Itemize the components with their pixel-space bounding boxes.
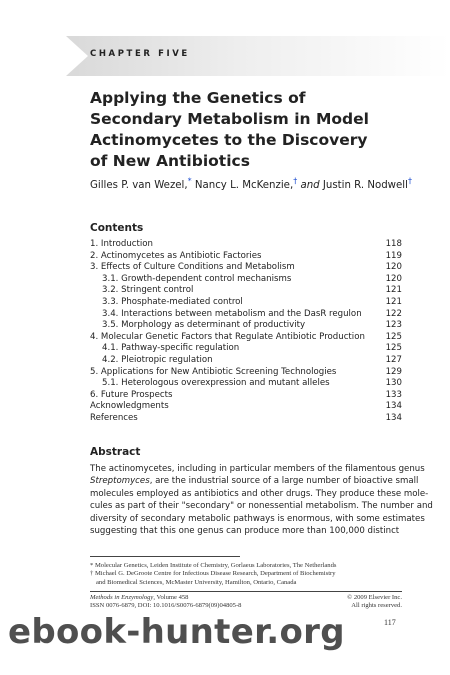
toc-entry-page: 133 [385,389,402,400]
toc-entry-page: 127 [385,354,402,365]
toc-entry-title: 3.5. Morphology as determinant of productivity [102,320,306,331]
toc-subentry[interactable] [90,274,402,286]
toc-subentry[interactable] [90,343,402,355]
publication-info [90,594,402,611]
author-conjunction: and [300,180,320,191]
affiliation-mark[interactable]: † [293,176,298,186]
genus-name: Streptomyces [90,476,150,487]
toc-entry-page: 119 [385,250,402,261]
toc-entry[interactable] [90,367,402,379]
footnote-divider [90,556,240,557]
abstract-line: molecules employed as antibiotics and other drugs. They produce these mole- [90,488,429,499]
abstract-text [90,463,433,537]
abstract-line: suggesting that this one genus can produce more than 100,000 distinct [90,526,400,537]
copyright-notice: © 2009 Elsevier Inc. [347,594,402,601]
footnotes [90,562,402,587]
footnote-affiliation: † Michael G. DeGroote Centre for Infectious Disease Research, Department of Biochemistry [90,570,336,578]
toc-entry-title: 2. Actinomycetes as Antibiotic Factories [90,250,262,261]
author-list [90,176,420,191]
title-line: Applying the Genetics of [90,89,306,107]
abstract-line [90,475,419,487]
toc-subentry[interactable] [90,309,402,321]
toc-entry-title: 3.4. Interactions between metabolism and the DasR regulon [102,308,362,319]
publication-row [90,594,402,602]
toc-entry-page: 120 [385,273,402,284]
chapter-banner-notch [66,36,88,76]
toc-entry[interactable] [90,390,402,402]
toc-entry-page: 120 [385,262,402,273]
toc-entry[interactable] [90,262,402,274]
title-line: Secondary Metabolism in Model [90,110,369,128]
toc-entry-page: 125 [385,331,402,342]
toc-entry-page: 121 [385,285,402,296]
toc-entry-title: 5. Applications for New Antibiotic Screening Technologies [90,366,337,377]
abstract-line: The actinomycetes, including in particular members of the filamentous genus [90,464,425,474]
toc-entry-page: 118 [385,239,402,249]
table-of-contents [90,239,402,425]
toc-entry-page: 129 [385,366,402,377]
journal-volume [90,594,188,602]
toc-subentry[interactable] [90,355,402,367]
toc-subentry[interactable] [90,285,402,297]
page-number: 117 [384,618,396,627]
title-line: Actinomycetes to the Discovery [90,131,368,149]
toc-entry[interactable] [90,401,402,413]
toc-entry[interactable] [90,251,402,263]
toc-entry-title: 3. Effects of Culture Conditions and Metabolism [90,262,295,273]
watermark: ebook-hunter.org [8,612,345,652]
toc-entry-title: 5.1. Heterologous overexpression and mutant alleles [102,378,330,389]
toc-entry-title: 4. Molecular Genetic Factors that Regulate Antibiotic Production [90,331,365,342]
publication-divider [90,591,402,592]
toc-entry-page: 130 [385,378,402,389]
title-line: of New Antibiotics [90,152,250,170]
toc-entry-title: Acknowledgments [90,401,169,412]
rights-notice: All rights reserved. [351,602,402,610]
chapter-title [90,88,420,172]
affiliation-mark[interactable]: † [407,176,412,186]
toc-entry-title: 4.2. Pleiotropic regulation [102,354,213,365]
volume-label: , Volume 458 [153,594,189,601]
chapter-label: CHAPTER FIVE [90,49,190,59]
toc-entry[interactable] [90,239,402,251]
toc-subentry[interactable] [90,320,402,332]
author-name: Nancy L. McKenzie, [194,180,294,191]
toc-entry-page: 122 [385,308,402,319]
author-name: Justin R. Nodwell [322,180,408,191]
toc-entry-page: 123 [385,320,402,331]
toc-subentry[interactable] [90,297,402,309]
footnote-affiliation: * Molecular Genetics, Leiden Institute of Chemistry, Gorlaeus Laboratories, The Netherlands [90,562,337,569]
toc-entry[interactable] [90,332,402,344]
abstract-line: cules as part of their "secondary" or nonessential metabolism. The number and [90,501,433,512]
footnote-affiliation: and Biomedical Sciences, McMaster University, Hamilton, Ontario, Canada [96,578,297,586]
toc-subentry[interactable] [90,378,402,390]
toc-entry-title: 4.1. Pathway-specific regulation [102,343,240,354]
toc-entry-page: 134 [385,412,402,423]
toc-entry-page: 125 [385,343,402,354]
toc-entry[interactable] [90,413,402,425]
toc-entry-title: 1. Introduction [90,239,153,249]
contents-heading: Contents [90,222,144,234]
publication-row [90,602,402,610]
toc-entry-title: 3.1. Growth-dependent control mechanisms [102,273,292,284]
toc-entry-title: 3.3. Phosphate-mediated control [102,296,243,307]
toc-entry-title: 6. Future Prospects [90,389,173,400]
toc-entry-title: 3.2. Stringent control [102,285,194,296]
journal-name: Methods in Enzymology [90,594,154,601]
toc-entry-page: 134 [385,401,402,412]
issn-doi[interactable]: ISSN 0076-6879, DOI: 10.1016/S0076-6879(09)04805-8 [90,602,242,610]
affiliation-mark[interactable]: * [187,176,192,186]
author-name: Gilles P. van Wezel, [90,180,188,191]
abstract-line-rest: , are the industrial source of a large number of bioactive small [149,476,419,487]
abstract-line: diversity of secondary metabolic pathways is enormous, with some estimates [90,513,425,524]
abstract-heading: Abstract [90,446,141,458]
toc-entry-page: 121 [385,296,402,307]
toc-entry-title: References [90,412,138,423]
